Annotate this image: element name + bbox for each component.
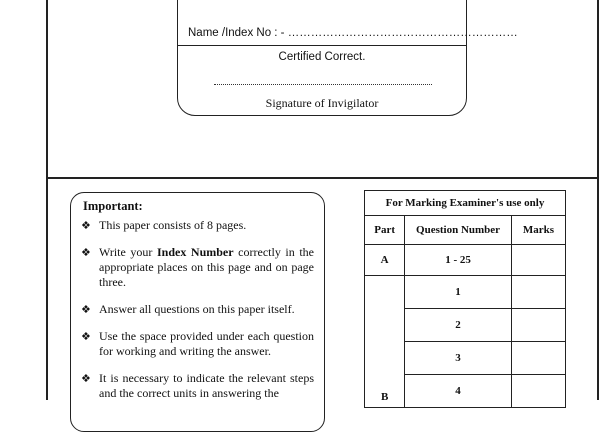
diamond-bullet-icon: ❖ [81,330,91,343]
question-number-cell: 1 - 25 [405,245,512,276]
id-box-divider [178,45,466,46]
name-index-field[interactable]: …………………………………………………… [287,27,518,39]
marks-cell[interactable] [511,309,565,342]
marks-cell[interactable] [511,245,565,276]
page-frame-right [597,0,599,400]
signature-label: Signature of Invigilator [265,96,379,110]
column-header-part: Part [365,216,405,245]
question-number-cell: 3 [405,342,512,375]
table-row [365,245,566,276]
important-heading: Important: [83,199,143,213]
instruction-emphasis: Index Number [157,245,234,259]
part-cell: A [365,245,405,276]
instruction-text: Write your [99,245,157,259]
instruction-item [81,329,314,359]
name-index-row [188,27,518,39]
page-frame-left [46,0,48,400]
table-caption: For Marking Examiner's use only [365,191,566,216]
diamond-bullet-icon: ❖ [81,219,91,232]
marking-examiner-table [364,190,566,408]
marks-cell[interactable] [511,276,565,309]
question-number-cell: 1 [405,276,512,309]
instruction-text: It is necessary to indicate the relevant steps and the correct units in answering the [99,371,314,400]
question-number-cell: 4 [405,375,512,408]
table-row [365,276,566,309]
section-divider [46,177,598,179]
column-header-marks: Marks [511,216,565,245]
part-cell: B [365,276,405,408]
column-header-question-number: Question Number [405,216,512,245]
diamond-bullet-icon: ❖ [81,303,91,316]
name-index-label: Name /Index No : - [188,27,285,39]
instruction-item [81,218,314,233]
certified-correct-text: Certified Correct. [278,51,366,63]
instruction-item [81,245,314,290]
marks-cell[interactable] [511,375,565,408]
important-instructions-box [70,192,325,432]
instruction-text: This paper consists of 8 pages. [99,218,247,232]
instruction-text: correctly in the appropriate places on this page and on page three. [99,245,314,289]
diamond-bullet-icon: ❖ [81,372,91,385]
instruction-item [81,302,314,317]
instruction-text: Answer all questions on this paper itself. [99,302,295,316]
question-number-cell: 2 [405,309,512,342]
diamond-bullet-icon: ❖ [81,246,91,259]
marks-cell[interactable] [511,342,565,375]
instruction-text: Use the space provided under each question for working and writing the answer. [99,329,314,358]
signature-line[interactable] [214,84,432,85]
instruction-item [81,371,314,401]
